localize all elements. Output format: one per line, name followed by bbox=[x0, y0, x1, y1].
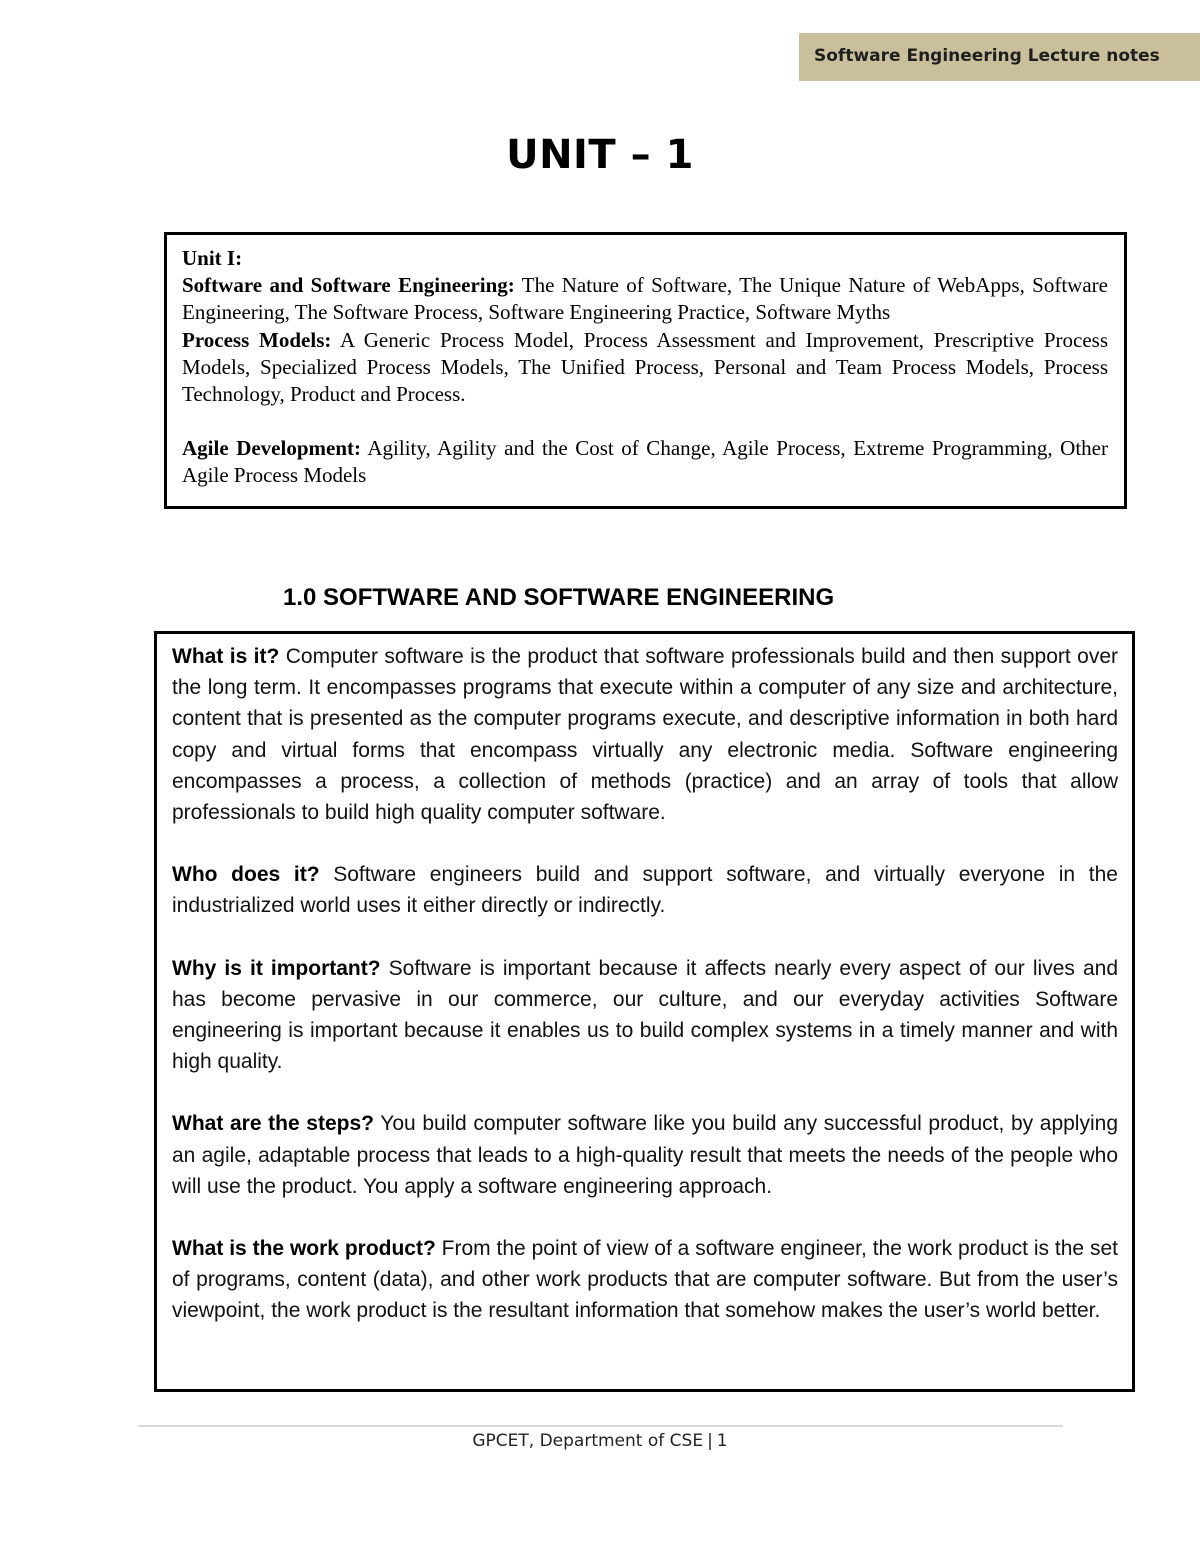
syllabus-topic bbox=[182, 435, 1108, 489]
footer-org: GPCET, Department of CSE bbox=[472, 1431, 704, 1451]
syllabus-topic-text: The Nature of Software, The Unique Nature of WebApps, Software Engineering, The Software Process, Software Engineering Practice, Software Myths bbox=[182, 273, 1108, 325]
qa-item bbox=[172, 641, 1118, 828]
syllabus-unit-label: Unit I: bbox=[182, 246, 243, 270]
qa-question: What is the work product? bbox=[172, 1237, 436, 1261]
qa-answer: From the point of view of a software engineer, the work product is the set of programs, content (data), and other work products that are computer software. But from the user’s viewpoint, the work product is the resultant information that somehow makes the user’s world better. bbox=[172, 1237, 1118, 1323]
syllabus-topic-text: A Generic Process Model, Process Assessment and Improvement, Prescriptive Process Models, Specialized Process Models, The Unified Process, Personal and Team Process Models, Process Technology, Product and Process. bbox=[182, 327, 1108, 407]
syllabus-topic-heading: Software and Software Engineering: bbox=[182, 273, 515, 298]
qa-item bbox=[172, 1233, 1118, 1327]
syllabus-topic-text: Agility, Agility and the Cost of Change, Agile Process, Extreme Programming, Other Agile Process Models bbox=[182, 436, 1108, 488]
qa-answer: Computer software is the product that software professionals build and then support over the long term. It encompasses programs that execute within a computer of any size and architecture, content that is presented as the computer programs execute, and descriptive information in both hard copy and virtual forms that encompass virtually any electronic media. Software engineering encompasses a process, a collection of methods (practice) and an array of tools that allow professionals to build high quality computer software. bbox=[172, 645, 1118, 825]
page-footer bbox=[0, 1431, 1200, 1451]
spacer bbox=[182, 408, 1108, 435]
syllabus-topic-heading: Process Models: bbox=[182, 327, 332, 352]
section-heading: 1.0 SOFTWARE AND SOFTWARE ENGINEERING bbox=[283, 584, 835, 611]
footer-divider bbox=[138, 1425, 1063, 1427]
qa-item bbox=[172, 859, 1118, 921]
syllabus-topic bbox=[182, 272, 1108, 326]
qa-question: What are the steps? bbox=[172, 1112, 374, 1136]
qa-question: Why is it important? bbox=[172, 956, 381, 980]
syllabus-topic-heading: Agile Development: bbox=[182, 436, 361, 461]
qa-item bbox=[172, 1108, 1118, 1202]
unit-title: UNIT – 1 bbox=[506, 132, 694, 178]
footer-separator: | bbox=[707, 1431, 713, 1451]
qa-answer: Software is important because it affects nearly every aspect of our lives and has become pervasive in our commerce, our culture, and our everyday activities Software engineering is important because it enables us to build complex systems in a timely manner and with high quality. bbox=[172, 956, 1119, 1074]
qa-answer: Software engineers build and support software, and virtually everyone in the industrialized world uses it either directly or indirectly. bbox=[172, 863, 1118, 918]
header-tag: Software Engineering Lecture notes bbox=[799, 33, 1200, 81]
qa-question: What is it? bbox=[172, 645, 280, 668]
qa-box bbox=[154, 631, 1135, 1392]
syllabus-topic bbox=[182, 327, 1108, 409]
qa-item bbox=[172, 953, 1118, 1078]
qa-question: Who does it? bbox=[172, 863, 320, 887]
page-number: 1 bbox=[716, 1431, 728, 1451]
syllabus-box bbox=[164, 232, 1127, 509]
qa-answer: You build computer software like you build any successful product, by applying an agile, adaptable process that leads to a high-quality result that meets the needs of the people who will use the product. You apply a software engineering approach. bbox=[172, 1112, 1118, 1198]
